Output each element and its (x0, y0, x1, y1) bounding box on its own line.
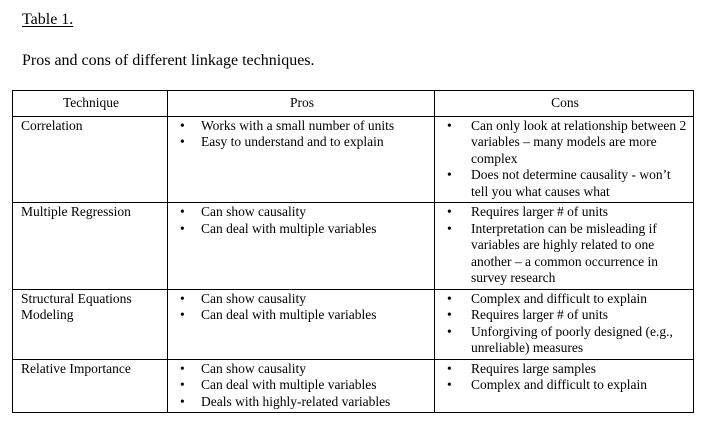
table-row (13, 359, 694, 413)
cons-item: • Complex and difficult to explain (443, 377, 687, 394)
cons-list (443, 291, 687, 357)
header-row (13, 91, 694, 117)
pros-item: • Can show causality (176, 361, 428, 378)
cons-item: • Does not determine causality - won’t tell you what causes what (443, 167, 687, 200)
technique-cell: Relative Importance (13, 359, 168, 413)
pros-item: • Works with a small number of units (176, 118, 428, 135)
pros-item: • Can deal with multiple variables (176, 221, 428, 238)
table-caption: Pros and cons of different linkage techniques. (22, 52, 315, 69)
pros-list (176, 361, 428, 411)
header-technique: Technique (13, 91, 168, 117)
linkage-techniques-table (12, 90, 694, 413)
pros-list (176, 118, 428, 151)
pros-item: • Can show causality (176, 291, 428, 308)
pros-item: • Easy to understand and to explain (176, 134, 428, 151)
cons-cell (435, 203, 694, 290)
cons-item: • Interpretation can be misleading if variables are highly related to one another – a common occurrence in survey research (443, 221, 687, 287)
cons-list (443, 361, 687, 394)
cons-cell (435, 359, 694, 413)
pros-cell (168, 359, 435, 413)
cons-list (443, 118, 687, 201)
cons-list (443, 204, 687, 287)
pros-cell (168, 116, 435, 203)
pros-list (176, 291, 428, 324)
technique-cell: Structural Equations Modeling (13, 289, 168, 359)
table-row (13, 116, 694, 203)
pros-item: • Can show causality (176, 204, 428, 221)
header-cons: Cons (435, 91, 694, 117)
pros-list (176, 204, 428, 237)
technique-cell: Multiple Regression (13, 203, 168, 290)
pros-cell (168, 203, 435, 290)
technique-cell: Correlation (13, 116, 168, 203)
cons-cell (435, 116, 694, 203)
cons-item: • Unforgiving of poorly designed (e.g., unreliable) measures (443, 324, 687, 357)
pros-item: • Can deal with multiple variables (176, 377, 428, 394)
cons-item: • Can only look at relationship between 2 variables – many models are more complex (443, 118, 687, 168)
pros-cell (168, 289, 435, 359)
header-pros: Pros (168, 91, 435, 117)
cons-item: • Requires larger # of units (443, 204, 687, 221)
cons-cell (435, 289, 694, 359)
pros-item: • Deals with highly-related variables (176, 394, 428, 411)
cons-item: • Requires large samples (443, 361, 687, 378)
pros-item: • Can deal with multiple variables (176, 307, 428, 324)
table-row (13, 203, 694, 290)
table-row (13, 289, 694, 359)
cons-item: • Complex and difficult to explain (443, 291, 687, 308)
table-label: Table 1. (22, 11, 74, 28)
cons-item: • Requires larger # of units (443, 307, 687, 324)
